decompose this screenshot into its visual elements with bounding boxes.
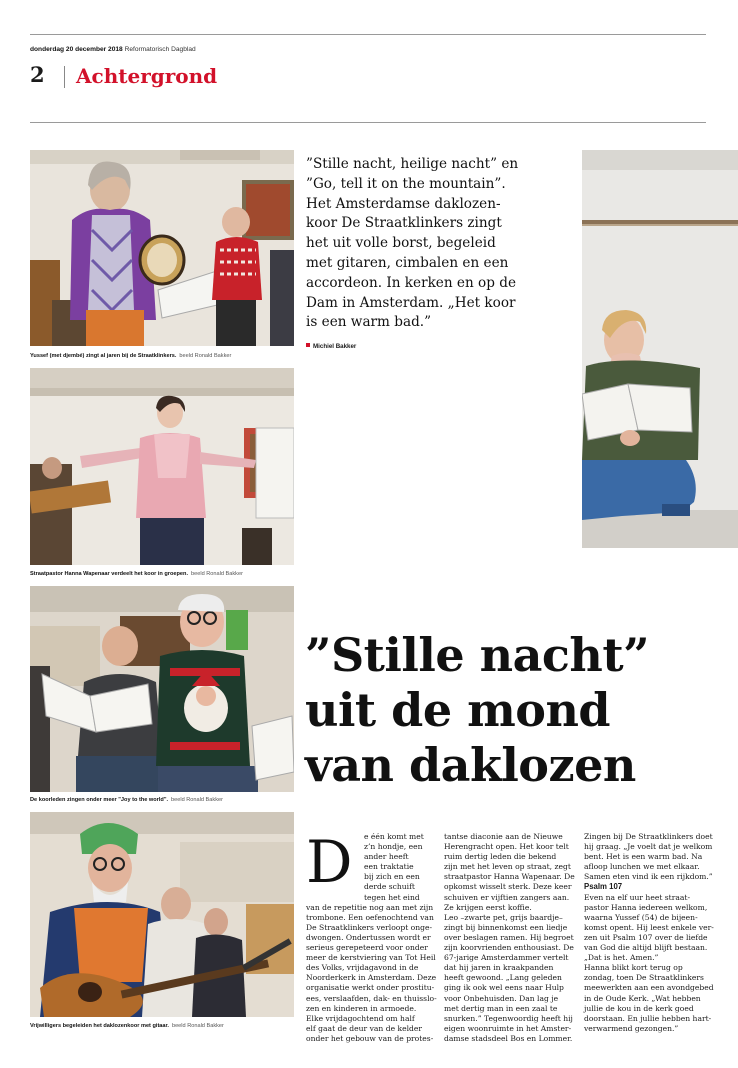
caption-text: Straatpastor Hanna Wapenaar verdeelt het koor in groepen. <box>30 571 189 577</box>
photo-caption <box>30 797 223 803</box>
body-line: ging ik ook wel eens naar Hulp <box>444 983 564 993</box>
body-line: een traktatie <box>364 862 414 872</box>
body-line: zen uit Psalm 107 over de liefde <box>584 932 708 942</box>
body-line: meewerkten aan een avondgebed <box>584 983 714 993</box>
body-line: van God die altijd blijft bestaan. <box>584 943 708 953</box>
body-line: afloop lunchen we met elkaar. <box>584 862 700 872</box>
body-line: Even na elf uur heet straat- <box>584 892 691 902</box>
body-line: De Straatklinkers verloopt onge- <box>306 922 433 932</box>
body-line: zijn met het leven op straat, zegt <box>444 862 571 872</box>
body-line: zondag, toen De Straatklinkers <box>584 973 704 983</box>
body-line: Zingen bij De Straatklinkers doet <box>584 832 713 841</box>
body-line: zijn koorvrienden enthousiast. De <box>444 943 574 953</box>
photo-guitarists <box>30 812 294 1017</box>
intro-line: koor De Straatklinkers zingt <box>306 215 502 232</box>
photo-woman-singing <box>582 150 738 548</box>
body-line: damse stadsdeel Bos en Lommer. <box>444 1033 573 1043</box>
body-line: serieus gerepeteerd voor onder <box>306 943 428 953</box>
article-column-2 <box>444 832 575 1044</box>
body-line: Leo –zwarte pet, grijs baardje– <box>444 912 563 922</box>
body-line: snurken.” Tegenwoordig heeft hij <box>444 1013 573 1023</box>
photo-credit: beeld Ronald Bakker <box>179 353 232 359</box>
body-line: organisatie werkt onder prostitu- <box>306 983 435 993</box>
header-rule <box>30 122 706 123</box>
intro-line: is een warm bad.” <box>306 314 432 331</box>
intro-line: Dam in Amsterdam. „Het koor <box>306 294 516 311</box>
caption-text: De koorleden zingen onder meer "Joy to the world". <box>30 797 169 803</box>
body-line: des Volks, vrijdagavond in de <box>306 963 419 973</box>
body-line: z’n hondje, een <box>364 842 423 852</box>
body-line: Herengracht open. Het koor telt <box>444 842 569 852</box>
intro-line: ”Stille nacht, heilige nacht” en <box>306 156 519 172</box>
body-line: voor Onbehuisden. Dan lag je <box>444 993 559 1003</box>
body-line: Noorderkerk in Amsterdam. Deze <box>306 973 437 983</box>
author-byline <box>306 343 356 350</box>
photo-caption <box>30 571 243 577</box>
body-line: 67-jarige Amsterdammer vertelt <box>444 953 569 963</box>
body-line: zen en kinderen in armoede. <box>306 1003 417 1013</box>
dateline <box>30 46 196 53</box>
body-line: opkomst wisselt sterk. Deze keer <box>444 882 572 892</box>
page-number: 2 <box>30 62 45 87</box>
body-line: waarna Yussef (54) de bijeen- <box>584 912 698 922</box>
body-line: over beslagen ramen. Hij begroet <box>444 932 574 942</box>
photo-caption <box>30 1023 224 1029</box>
body-line: pastor Hanna iedereen welkom, <box>584 902 708 912</box>
intro-line: Het Amsterdamse daklozen- <box>306 195 501 212</box>
headline-line: ”Stille nacht” <box>305 628 650 682</box>
body-line: derde schuift <box>364 882 415 892</box>
body-line: bij zich en een <box>364 872 420 882</box>
body-line: met dertig man in een zaal te <box>444 1003 558 1013</box>
body-line: onder het gebouw van de protes- <box>306 1033 434 1043</box>
photo-yussef <box>30 150 294 346</box>
article-column-3 <box>584 832 714 1034</box>
intro-line: ”Go, tell it on the mountain”. <box>306 175 506 192</box>
article-column-1-intro <box>364 832 432 903</box>
body-line: elf gaat de deur van de kelder <box>306 1023 422 1033</box>
date: donderdag 20 december 2018 <box>30 46 123 53</box>
body-line: zingt bij binnenkomst een liedje <box>444 922 568 932</box>
body-line: ander heeft <box>364 852 409 862</box>
headline-line: van daklozen <box>305 738 636 792</box>
body-line: ruim dertig leden die bekend <box>444 852 557 862</box>
body-line: heeft gewoond. „Lang geleden <box>444 973 562 983</box>
body-line: meer de kerstviering van Tot Heil <box>306 953 436 963</box>
body-line: eigen woonruimte in het Amster- <box>444 1023 572 1033</box>
body-line: Elke vrijdagochtend om half <box>306 1013 415 1023</box>
body-line: hij graag. „Je voelt dat je welkom <box>584 842 713 852</box>
author-name: Michiel Bakker <box>313 343 357 350</box>
intro-text <box>306 155 532 333</box>
body-line: schuiven er vijftien zangers aan. <box>444 892 570 902</box>
body-line: doorstaan. En jullie hebben hart- <box>584 1013 712 1023</box>
photo-choir-members <box>30 586 294 792</box>
body-line: jullie de kou in de kerk goed <box>584 1003 694 1013</box>
headline-line: uit de mond <box>305 683 611 737</box>
top-rule <box>30 34 706 35</box>
photo-credit: beeld Ronald Bakker <box>171 797 223 803</box>
body-line: Samen eten vind ik een rijkdom.” <box>584 872 713 882</box>
article-column-1 <box>306 902 437 1044</box>
section-title: Achtergrond <box>76 64 218 88</box>
body-line: tantse diaconie aan de Nieuwe <box>444 832 563 841</box>
subheading: Psalm 107 <box>584 882 623 892</box>
body-line: „Dat is het. Amen.” <box>584 953 659 963</box>
caption-text: Vrijwilligers begeleiden het daklozenkoor met gitaar. <box>30 1023 169 1029</box>
caption-text: Yussef (met djembé) zingt al jaren bij de Straatklinkers. <box>30 353 177 359</box>
section-divider <box>64 66 65 88</box>
photo-caption <box>30 353 231 359</box>
body-line: dat hij jaren in kraakpanden <box>444 963 554 973</box>
body-line: komst opent. Hij leest enkele ver- <box>584 922 714 932</box>
photo-credit: beeld Ronald Bakker <box>191 571 243 577</box>
photo-credit: beeld Ronald Bakker <box>171 1023 224 1029</box>
photo-hanna <box>30 368 294 565</box>
body-line: van de repetitie nog aan met zijn <box>306 902 434 912</box>
body-line: in de Oude Kerk. „Wat hebben <box>584 993 701 1003</box>
body-line: Hanna blikt kort terug op <box>584 963 683 973</box>
intro-line: met gitaren, cimbalen en een <box>306 254 509 271</box>
body-line: tegen het eind <box>364 892 420 902</box>
intro-line: accordeon. In kerken en op de <box>306 274 516 291</box>
body-line: Ze krijgen eerst koffie. <box>444 902 532 912</box>
byline-square-icon <box>306 343 310 347</box>
body-line: ees, verslaafden, dak- en thuisslo- <box>306 993 437 1003</box>
body-line: dwongen. Ondertussen wordt er <box>306 932 431 942</box>
drop-cap: D <box>306 828 353 896</box>
body-line: bent. Het is een warm bad. Na <box>584 852 703 862</box>
body-line: verwarmend gezongen.” <box>584 1023 679 1033</box>
paper-name: Reformatorisch Dagblad <box>124 46 196 53</box>
body-line: trombone. Een oefenochtend van <box>306 912 434 922</box>
body-line: e één komt met <box>364 832 424 841</box>
body-line: straatpastor Hanna Wapenaar. De <box>444 872 575 882</box>
headline <box>305 628 725 793</box>
intro-line: het uit volle borst, begeleid <box>306 235 496 252</box>
